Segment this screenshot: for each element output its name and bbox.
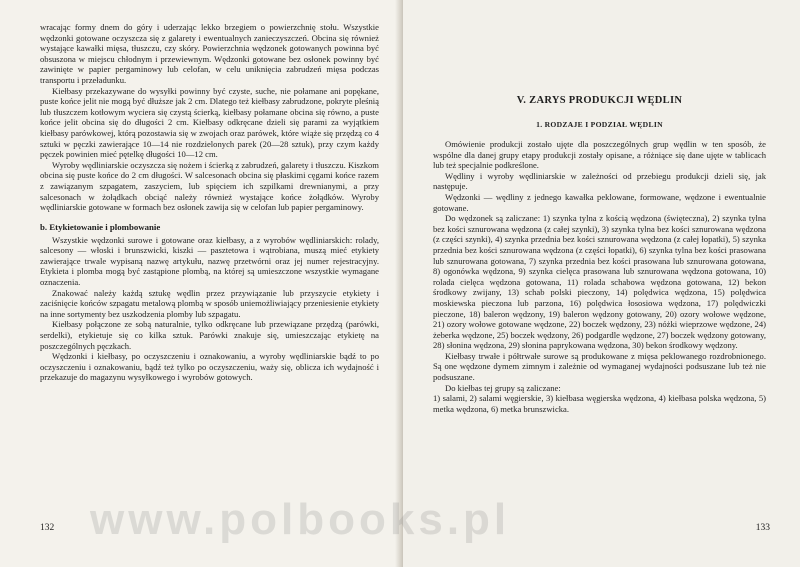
paragraph: Wędzonki — wędliny z jednego kawałka peklowane, formowane, wędzone i ewentualnie gotowane.	[433, 191, 766, 213]
paragraph: Do kiełbas tej grupy są zaliczane:	[445, 382, 561, 393]
paragraph: 1) salami, 2) salami węgierskie, 3) kiełbasa węgierska wędzona, 4) kiełbasa polska wędzona, 5) metka wędzona, 6) metka brunszwicka.	[433, 393, 766, 414]
subheading: b. Etykietowanie i plombowanie	[40, 221, 161, 232]
chapter-title: V. ZARYS PRODUKCJI WĘDLIN	[516, 95, 683, 106]
watermark: www.polbooks.pl	[90, 495, 511, 544]
page-number-right: 133	[755, 523, 770, 533]
section-title: 1. RODZAJE I PODZIAŁ WĘDLIN	[536, 120, 663, 129]
paragraph: Kiełbasy połączone ze sobą naturalnie, tylko odkręcane lub przewiązane przędzą (parówki, serdelki), etykietuje się co kilka sztuk. Parówki znakuje się, umieszczając etykietę na poszczególnych pęczkach.	[40, 319, 379, 351]
paragraph: Omówienie produkcji zostało ujęte dla poszczególnych grup wędlin w ten sposób, że wspólne dla danej grupy etapy produkcji zostały opisane, a różniące się dane ujęte w tablicach lub też specjalnie podkreślone.	[433, 139, 766, 171]
right-page	[403, 0, 800, 567]
paragraph: Wędliny i wyroby wędliniarskie w zależności od przebiegu produkcji dzieli się, jak następuje.	[433, 170, 766, 192]
paragraph: Kiełbasy przekazywane do wysyłki powinny być czyste, suche, nie połamane ani popękane, puste końce jelit nie mogą być dłuższe jak 2 cm. Dlatego też kiełbasy zabrudzone, pokryte pleśnią lub tłuszczem kotłowym wyciera się czystą ścierką, kiełbasy połamane obcina się równo, a puste końce jelit obcina się do długości 2 cm. Kiełbasy odkręcane dzieli się parami za wyjątkiem kiełbasy parówkowej, którą pozostawia się w zwojach oraz parówek, które wiąże się przędzą co 4 sztuki w pęczki zawierające 10—14 nie rozdzielonych parek (20—28 sztuk), przy czym każdy pęczek powinien mieć pętelkę długości 10—12 cm.	[40, 85, 379, 160]
page-number-left: 132	[40, 523, 55, 533]
paragraph: Wędzonki i kiełbasy, po oczyszczeniu i oznakowaniu, a wyroby wędliniarskie bądź to po oczyszczeniu i oznakowaniu, bądź też tylko po oczyszczeniu, waży się, oblicza ich wydajność i przekazuje do magazynu wysyłkowego i wyrobów gotowych.	[40, 351, 379, 383]
paragraph: Wszystkie wędzonki surowe i gotowane oraz kiełbasy, a z wyrobów wędliniarskich: rolady, salcesony — włoski i brunszwicki, kiszki — pasztetowa i wątrobiana, muszą mieć etykiety zawierające trwale wypisaną nazwę artykułu, nazwę przetwórni oraz jej numer rejestracyjny. Etykieta i plomba mogą być zastąpione plombą, na której są umieszczone wszystkie wymagane oznaczenia.	[40, 234, 379, 288]
paragraph: Wyroby wędliniarskie oczyszcza się nożem i ścierką z zabrudzeń, galarety i tłuszczu. Kiszkom obcina się puste końce do 2 cm długości. W salcesonach obcina się płaskimi cęgami końce razem z zawiązanym szpagatem, zaszyciem, lub spięciem ich szpilkami drewnianymi, a przy salcesonach w żołądkach obciąć należy również wystające końce żołądków. Wyroby wędliniarskie gotowane w formach bez osłonek zawija się w celofan lub papier pergaminowy.	[40, 159, 379, 213]
paragraph: Do wędzonek są zaliczane: 1) szynka tylna z kością wędzona (święteczna), 2) szynka tylna bez kości sznurowana wędzona (z całej szynki), 3) szynka tylna bez kości sznurowana wędzona (z części szynki), 4) szynka przednia bez kości sznurowana wędzona (z całej łopatki), 5) szynka przednia bez kości sznurowana wędzona (z części łopatki), 6) szynka tylna bez kości prasowana lub sznurowana gotowana, 7) szynka przednia bez kości prasowana lub sznurowana gotowana, 8) ogonówka wędzona, 9) szynka cielęca prasowana lub sznurowana wędzona gotowana, 10) rolada cielęca wędzona gotowana, 11) rolada schabowa wędzona gotowana, 12) bekon środkowy zwijany, 13) schab polski pieczony, 14) polędwica wędzona, 15) polędwica moskiewska pieczona lub parzona, 16) polędwica łososiowa wędzona, 17) polędwiczki pieczone, 18) baleron wędzony, 19) baleron wędzony gotowany, 20) ozory wołowe wędzone, 21) ozory wołowe gotowane wędzone, 22) boczek wędzony, 23) nóżki wieprzowe wędzone, 24) żeberka wędzone, 25) boczek wędzony, 26) podgardle wędzone, 27) boczek wędzony gotowany, 28) słonina wędzona, 29) słonina paprykowana wędzona, 30) bekon środkowy wędzony.	[433, 213, 766, 351]
paragraph: wracając formy dnem do góry i uderzając lekko brzegiem o powierzchnię stołu. Wszystkie wędzonki gotowane oczyszcza się z galarety i ewentualnych zanieczyszczeń. Obcina się również wystające kawałki mięsa, tłuszczu, czy skóry. Powierzchnia wędzonek gotowanych powinna być obsuszona w miejscu chłodnym i przewiewnym. Wędzonki gotowane bez osłonek powinny być zawinięte w papier pergaminowy lub celofan, w celu uniknięcia zabrudzeń mięsa podczas transportu i przeładunku.	[40, 22, 379, 85]
paragraph: Kiełbasy trwałe i półtrwałe surowe są produkowane z mięsa peklowanego rozdrobnionego. Są one wędzone dymem zimnym i zależnie od wymaganej wydajności podsuszane lub też nie podsuszane.	[433, 350, 766, 383]
paragraph: Znakować należy każdą sztukę wędlin przez przywiązanie lub przyszycie etykiety i zaciśnięcie końców szpagatu metalową plombą w sposób uniemożliwiający przeniesienie etykiety na inne sortymenty bez uszkodzenia plomby lub szpagatu.	[40, 287, 379, 319]
